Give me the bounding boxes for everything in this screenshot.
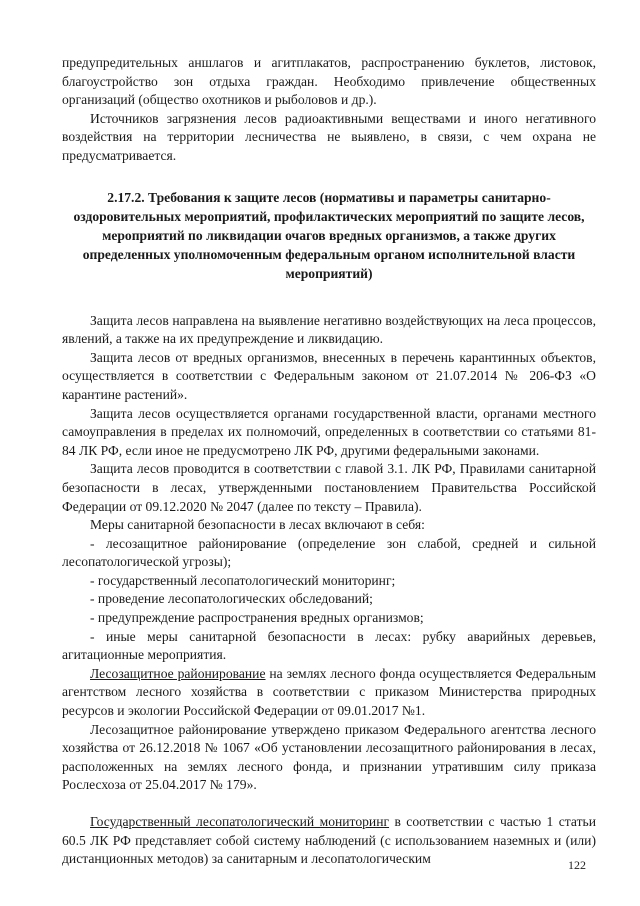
paragraph-text: в соответствии с частью 1 статьи 60.5 ЛК РФ представляет собой систему наблюдений (с использованием наземных и (или) дистанционных методов) за санитарным и лесопатологическим bbox=[62, 814, 596, 867]
body-paragraph-5: Меры санитарной безопасности в лесах включают в себя: bbox=[90, 517, 425, 533]
underlined-term: Государственный лесопатологический мониторинг bbox=[90, 814, 390, 830]
underlined-term: Лесозащитное районирование bbox=[90, 665, 266, 681]
list-item: - государственный лесопатологический мониторинг; bbox=[90, 572, 396, 588]
intro-paragraph-2: Источников загрязнения лесов радиоактивными веществами и иного негативного воздействия на территории лесничества не выявлено, в связи, с чем охрана не предусматривается. bbox=[62, 110, 596, 163]
document-page bbox=[62, 54, 596, 869]
paragraph-spacer bbox=[62, 795, 596, 813]
list-item: - проведение лесопатологических обследований; bbox=[90, 591, 373, 607]
body-paragraph-2: Защита лесов от вредных организмов, внесенных в перечень карантинных объектов, осуществляется в соответствии с Федеральным законом от 21.07.2014 № 206-ФЗ «О карантине растений». bbox=[62, 349, 596, 402]
body-paragraph-1: Защита лесов направлена на выявление негативно воздействующих на леса процессов, явлений, а также на их предупреждение и ликвидацию. bbox=[62, 312, 596, 347]
body-paragraph-7: Лесозащитное районирование утверждено приказом Федерального агентства лесного хозяйства от 26.12.2018 № 1067 «Об установлении лесозащитного районирования в лесах, расположенных на землях лесного фонда, и признании утратившим силу приказа Рослесхоза от 25.04.2017 № 179». bbox=[62, 721, 596, 793]
list-item: - предупреждение распространения вредных организмов; bbox=[90, 610, 424, 626]
page-number: 122 bbox=[568, 858, 586, 872]
section-heading: 2.17.2. Требования к защите лесов (нормативы и параметры санитарно-оздоровительных мероприятий, профилактических мероприятий по защите лесов, мероприятий по ликвидации очагов вредных организмов, а также других определенных уполномоченным федеральным органом исполнительной власти мероприятий) bbox=[73, 189, 585, 282]
body-paragraph-4: Защита лесов проводится в соответствии с главой 3.1. ЛК РФ, Правилами санитарной безопасности в лесах, утвержденными постановлением Правительства Российской Федерации от 09.12.2020 № 2047 (далее по тексту – Правила). bbox=[62, 461, 596, 514]
intro-paragraph-1: предупредительных аншлагов и агитплакатов, распространению буклетов, листовок, благоустройство зон отдыха граждан. Необходимо привлечение общественных организаций (общество охотников и рыболовов и др.). bbox=[62, 55, 596, 108]
body-paragraph-8 bbox=[62, 813, 596, 869]
paragraph-text: на землях лесного фонда осуществляется Федеральным агентством лесного хозяйства в соответствии с приказом Министерства природных ресурсов и экологии Российской Федерации от 09.01.2017 №1. bbox=[62, 665, 596, 719]
list-item: - лесозащитное районирование (определение зон слабой, средней и сильной лесопатологической угрозы); bbox=[62, 535, 596, 570]
list-item: - иные меры санитарной безопасности в лесах: рубку аварийных деревьев, агитационные мероприятия. bbox=[62, 628, 596, 663]
body-paragraph-3: Защита лесов осуществляется органами государственной власти, органами местного самоуправления в пределах их полномочий, определенных в соответствии со статьями 81-84 ЛК РФ, если иное не предусмотрено ЛК РФ, другими федеральными законами. bbox=[62, 405, 596, 458]
body-paragraph-6 bbox=[62, 665, 596, 721]
